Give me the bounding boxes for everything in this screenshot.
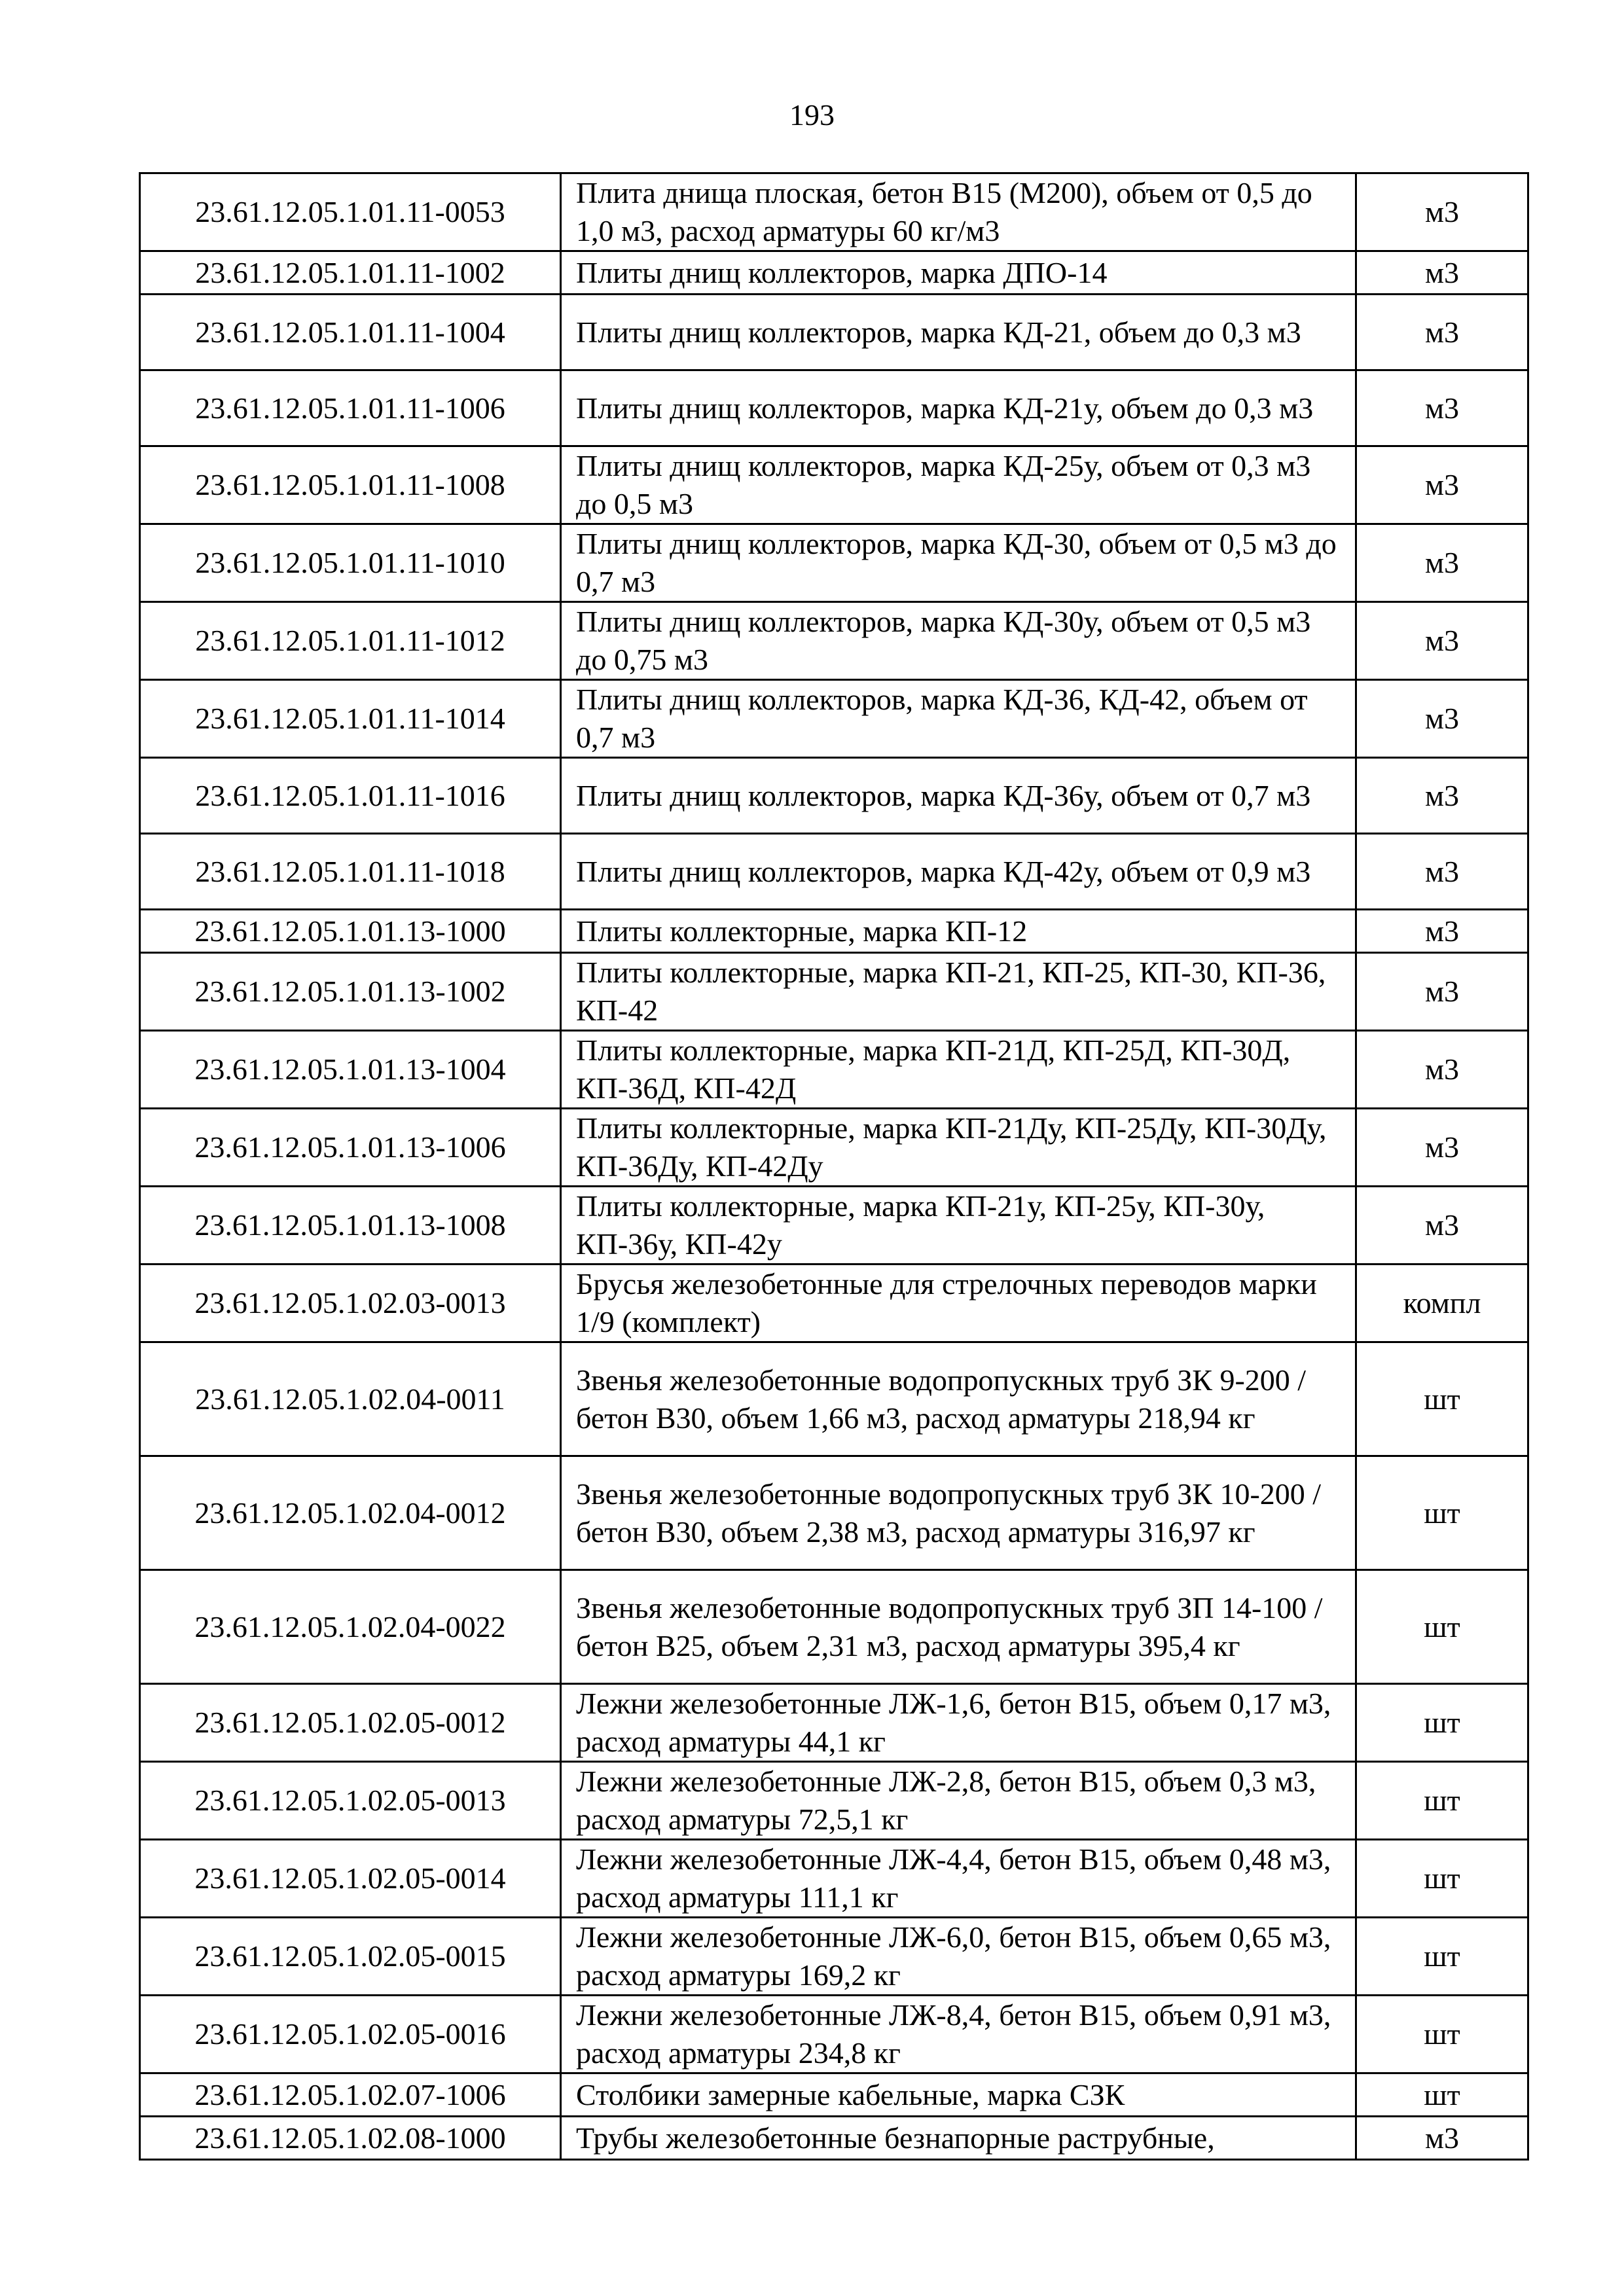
unit: шт: [1356, 1996, 1528, 2073]
table-row: [140, 2073, 1528, 2117]
resource-code: 23.61.12.05.1.01.11-1008: [140, 446, 561, 524]
resource-code: 23.61.12.05.1.01.11-1014: [140, 680, 561, 758]
table-row: [140, 758, 1528, 834]
resource-name: Плиты коллекторные, марка КП-21у, КП-25у, КП-30у, КП-36у, КП-42у: [561, 1187, 1356, 1265]
resource-name: Звенья железобетонные водопропускных труб ЗП 14-100 /бетон В25, объем 2,31 м3, расход арматуры 395,4 кг: [561, 1570, 1356, 1684]
resource-code: 23.61.12.05.1.02.04-0011: [140, 1342, 561, 1456]
table-row: [140, 370, 1528, 446]
unit: шт: [1356, 1570, 1528, 1684]
table-row: [140, 1570, 1528, 1684]
resource-code: 23.61.12.05.1.02.05-0014: [140, 1840, 561, 1918]
unit: шт: [1356, 1342, 1528, 1456]
resource-name: Плиты днищ коллекторов, марка КД-21у, объем до 0,3 м3: [561, 370, 1356, 446]
resource-code: 23.61.12.05.1.02.08-1000: [140, 2117, 561, 2160]
resource-code: 23.61.12.05.1.01.11-1010: [140, 524, 561, 602]
unit: шт: [1356, 1762, 1528, 1840]
resource-code: 23.61.12.05.1.01.13-1008: [140, 1187, 561, 1265]
page-number: 193: [789, 98, 835, 132]
resource-name: Плиты коллекторные, марка КП-21Ду, КП-25Ду, КП-30Ду, КП-36Ду, КП-42Ду: [561, 1109, 1356, 1187]
table-row: [140, 1762, 1528, 1840]
resource-name: Плиты днищ коллекторов, марка КД-36, КД-42, объем от 0,7 м3: [561, 680, 1356, 758]
unit: м3: [1356, 680, 1528, 758]
resource-code: 23.61.12.05.1.01.11-1016: [140, 758, 561, 834]
table-row: [140, 834, 1528, 910]
unit: м3: [1356, 446, 1528, 524]
resource-code: 23.61.12.05.1.02.05-0016: [140, 1996, 561, 2073]
resource-name: Плиты коллекторные, марка КП-21Д, КП-25Д, КП-30Д, КП-36Д, КП-42Д: [561, 1031, 1356, 1109]
resource-code: 23.61.12.05.1.02.03-0013: [140, 1265, 561, 1342]
table-row: [140, 680, 1528, 758]
resource-code: 23.61.12.05.1.02.07-1006: [140, 2073, 561, 2117]
resource-code: 23.61.12.05.1.01.13-1002: [140, 953, 561, 1031]
unit: шт: [1356, 2073, 1528, 2117]
unit: м3: [1356, 1109, 1528, 1187]
unit: шт: [1356, 1456, 1528, 1570]
unit: м3: [1356, 602, 1528, 680]
unit: м3: [1356, 251, 1528, 295]
resource-name: Звенья железобетонные водопропускных труб ЗК 10-200 /бетон В30, объем 2,38 м3, расход арматуры 316,97 кг: [561, 1456, 1356, 1570]
resource-name: Плиты днищ коллекторов, марка КД-36у, объем от 0,7 м3: [561, 758, 1356, 834]
table-row: [140, 446, 1528, 524]
unit: м3: [1356, 910, 1528, 953]
table-row: [140, 2117, 1528, 2160]
resource-code: 23.61.12.05.1.01.13-1006: [140, 1109, 561, 1187]
table-row: [140, 173, 1528, 251]
resource-name: Плиты коллекторные, марка КП-21, КП-25, КП-30, КП-36, КП-42: [561, 953, 1356, 1031]
resource-code: 23.61.12.05.1.01.11-1002: [140, 251, 561, 295]
resource-code: 23.61.12.05.1.01.13-1000: [140, 910, 561, 953]
unit: шт: [1356, 1684, 1528, 1762]
table-row: [140, 953, 1528, 1031]
resource-code: 23.61.12.05.1.01.11-1006: [140, 370, 561, 446]
unit: м3: [1356, 834, 1528, 910]
resource-name: Плиты днищ коллекторов, марка КД-25у, объем от 0,3 м3 до 0,5 м3: [561, 446, 1356, 524]
resource-name: Плиты днищ коллекторов, марка КД-21, объем до 0,3 м3: [561, 295, 1356, 370]
resource-code: 23.61.12.05.1.01.11-1018: [140, 834, 561, 910]
unit: м3: [1356, 173, 1528, 251]
table-row: [140, 251, 1528, 295]
table-row: [140, 1187, 1528, 1265]
resource-code: 23.61.12.05.1.02.04-0022: [140, 1570, 561, 1684]
table-row: [140, 1456, 1528, 1570]
unit: м3: [1356, 758, 1528, 834]
unit: шт: [1356, 1918, 1528, 1996]
unit: м3: [1356, 524, 1528, 602]
resource-name: Лежни железобетонные ЛЖ-1,6, бетон В15, объем 0,17 м3, расход арматуры 44,1 кг: [561, 1684, 1356, 1762]
table-row: [140, 602, 1528, 680]
resource-name: Лежни железобетонные ЛЖ-2,8, бетон В15, объем 0,3 м3, расход арматуры 72,5,1 кг: [561, 1762, 1356, 1840]
unit: м3: [1356, 295, 1528, 370]
resource-name: Трубы железобетонные безнапорные раструбные,: [561, 2117, 1356, 2160]
resource-code: 23.61.12.05.1.02.05-0012: [140, 1684, 561, 1762]
resource-code: 23.61.12.05.1.02.04-0012: [140, 1456, 561, 1570]
unit: м3: [1356, 953, 1528, 1031]
table-row: [140, 1684, 1528, 1762]
resource-name: Плита днища плоская, бетон В15 (М200), объем от 0,5 до 1,0 м3, расход арматуры 60 кг/м3: [561, 173, 1356, 251]
unit: м3: [1356, 1031, 1528, 1109]
materials-table: [139, 172, 1529, 2161]
table-row: [140, 910, 1528, 953]
table-row: [140, 295, 1528, 370]
unit: м3: [1356, 370, 1528, 446]
resource-name: Лежни железобетонные ЛЖ-8,4, бетон В15, объем 0,91 м3, расход арматуры 234,8 кг: [561, 1996, 1356, 2073]
resource-code: 23.61.12.05.1.02.05-0015: [140, 1918, 561, 1996]
resource-name: Столбики замерные кабельные, марка СЗК: [561, 2073, 1356, 2117]
resource-name: Лежни железобетонные ЛЖ-6,0, бетон В15, объем 0,65 м3, расход арматуры 169,2 кг: [561, 1918, 1356, 1996]
resource-code: 23.61.12.05.1.02.05-0013: [140, 1762, 561, 1840]
table-row: [140, 1109, 1528, 1187]
table-row: [140, 1996, 1528, 2073]
resource-name: Плиты днищ коллекторов, марка КД-30у, объем от 0,5 м3 до 0,75 м3: [561, 602, 1356, 680]
unit: м3: [1356, 2117, 1528, 2160]
table-row: [140, 1265, 1528, 1342]
resource-name: Плиты коллекторные, марка КП-12: [561, 910, 1356, 953]
resource-name: Плиты днищ коллекторов, марка КД-30, объем от 0,5 м3 до 0,7 м3: [561, 524, 1356, 602]
resource-code: 23.61.12.05.1.01.11-1012: [140, 602, 561, 680]
resource-name: Звенья железобетонные водопропускных труб ЗК 9-200 /бетон В30, объем 1,66 м3, расход арматуры 218,94 кг: [561, 1342, 1356, 1456]
table-row: [140, 524, 1528, 602]
resource-code: 23.61.12.05.1.01.11-0053: [140, 173, 561, 251]
table-row: [140, 1031, 1528, 1109]
resource-name: Лежни железобетонные ЛЖ-4,4, бетон В15, объем 0,48 м3, расход арматуры 111,1 кг: [561, 1840, 1356, 1918]
resource-name: Плиты днищ коллекторов, марка ДПО-14: [561, 251, 1356, 295]
table-row: [140, 1840, 1528, 1918]
resource-code: 23.61.12.05.1.01.13-1004: [140, 1031, 561, 1109]
unit: шт: [1356, 1840, 1528, 1918]
resource-code: 23.61.12.05.1.01.11-1004: [140, 295, 561, 370]
unit: м3: [1356, 1187, 1528, 1265]
resource-name: Брусья железобетонные для стрелочных переводов марки 1/9 (комплект): [561, 1265, 1356, 1342]
resource-name: Плиты днищ коллекторов, марка КД-42у, объем от 0,9 м3: [561, 834, 1356, 910]
table-row: [140, 1918, 1528, 1996]
table-row: [140, 1342, 1528, 1456]
unit: компл: [1356, 1265, 1528, 1342]
